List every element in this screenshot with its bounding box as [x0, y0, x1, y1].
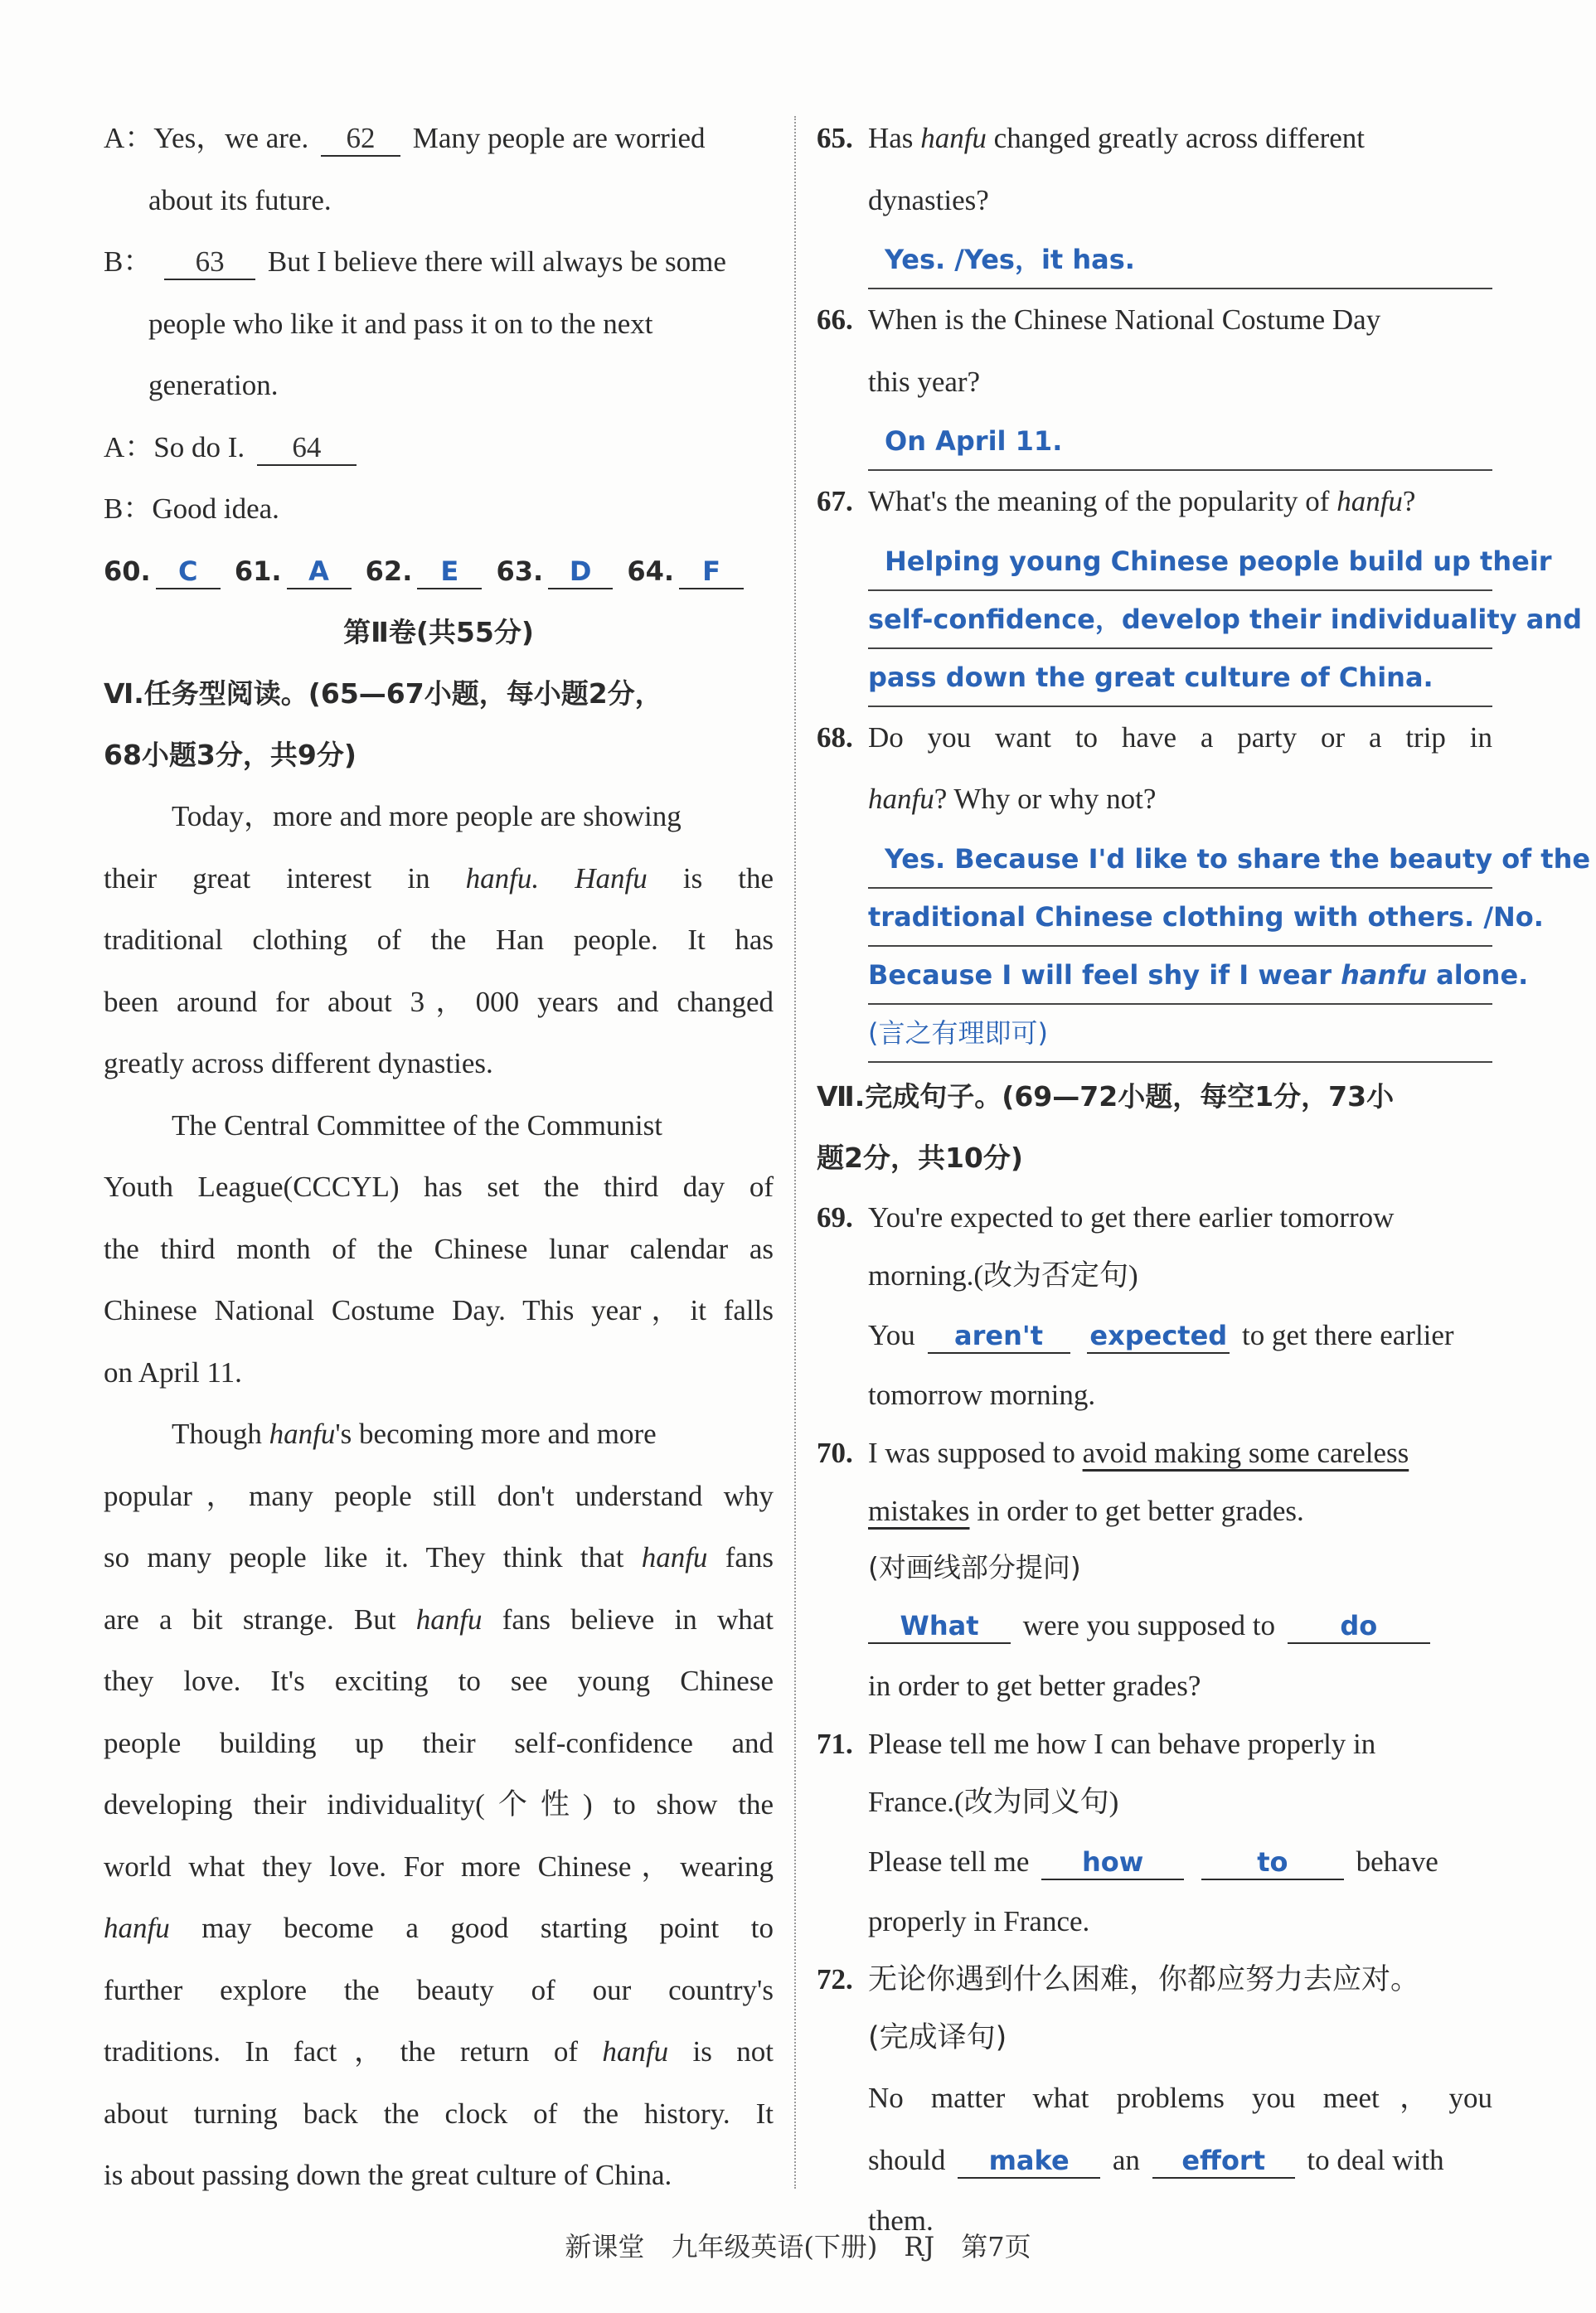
answer-64: F: [679, 555, 744, 589]
question-67: 67. What's the meaning of the popularity of hanfu? Helping young Chinese people build up their self-confidence，develop their individuality and pass down the great culture of China.: [817, 471, 1492, 707]
right-column: [817, 108, 1591, 2250]
answer-67-line-2: self-confidence，develop their individuality and: [868, 591, 1492, 649]
section-6-heading: Ⅵ.任务型阅读。(65—67小题，每小题2分，: [104, 677, 662, 710]
dialogue-line: about its future.: [148, 183, 332, 216]
underlined-phrase: mistakes: [868, 1495, 970, 1527]
section-6-heading-cont: 68小题3分，共9分): [104, 739, 357, 771]
question-68: 68. Do you want to have a party or a trip in hanfu? Why or why not? Yes. Because I'd like to share the beauty of the traditional Chinese clothing with others. /No. Because I will feel shy if I wear hanfu alone. (言之有理即可): [817, 707, 1492, 1063]
section-7-heading: Ⅶ.完成句子。(69—72小题，每空1分，73小: [817, 1079, 1395, 1113]
dialogue-line: B：Good idea.: [104, 492, 279, 525]
page-footer: 新课堂 九年级英语(下册) RJ 第7页: [565, 2231, 1031, 2262]
answer-67-line-3: pass down the great culture of China.: [868, 649, 1492, 707]
question-66: 66. When is the Chinese National Costume Day this year? On April 11.: [817, 289, 1492, 471]
blank-69-2: expected: [1087, 1319, 1230, 1354]
column-divider: [794, 116, 796, 2189]
passage-paragraph-2: The Central Committee of the Communist Youth League(CCCYL) has set the third day of the third month of the Chinese lunar calendar as Chinese National Costume Day. This year，it falls on April 11.: [104, 1108, 774, 1389]
blank-69-1: aren't: [928, 1319, 1070, 1354]
blank-71-2: to: [1201, 1845, 1344, 1880]
underlined-phrase: avoid making some careless: [1082, 1437, 1409, 1469]
answer-68-line-4: (言之有理即可): [868, 1005, 1492, 1063]
blank-63: 63: [164, 245, 255, 280]
blank-72-1: make: [958, 2144, 1100, 2179]
answers-row: 60. C 61. A 62. E 63. D 64. F: [104, 541, 774, 603]
blank-70-1: What: [868, 1609, 1011, 1644]
blank-64: 64: [257, 431, 357, 466]
question-71: 71. Please tell me how I can behave properly in France.(改为同义句) Please tell me how to behave properly in France.: [817, 1727, 1438, 1937]
answer-67-line-1: Helping young Chinese people build up their: [868, 533, 1492, 591]
answer-65: Yes. /Yes，it has.: [868, 231, 1492, 289]
answer-66: On April 11.: [868, 413, 1492, 471]
blank-70-2: do: [1288, 1609, 1430, 1644]
dialogue-line: B： 63 But I believe there will always be some: [104, 231, 774, 293]
question-70: 70. I was supposed to avoid making some careless mistakes in order to get better grades. (对画线部分提问) What were you supposed to do in order to get better grades?: [817, 1424, 1492, 1715]
dialogue-line: people who like it and pass it on to the next: [148, 307, 653, 340]
answer-68-line-3: Because I will feel shy if I wear hanfu alone.: [868, 947, 1492, 1005]
answer-61: A: [287, 555, 352, 589]
left-column: [104, 108, 774, 2207]
answer-63: D: [548, 555, 613, 589]
answer-60: C: [156, 555, 221, 589]
blank-72-2: effort: [1152, 2144, 1295, 2179]
dialogue-line: A：So do I. 64: [104, 417, 774, 479]
question-65: 65. Has hanfu changed greatly across different dynasties? Yes. /Yes，it has.: [817, 108, 1492, 289]
dialogue-line: generation.: [148, 369, 279, 401]
dialogue-line: A：Yes，we are. 62 Many people are worried: [104, 108, 774, 170]
blank-62: 62: [321, 122, 400, 157]
answer-68-line-2: traditional Chinese clothing with others. /No.: [868, 889, 1492, 947]
part-title: 第Ⅱ卷(共55分): [343, 616, 534, 648]
answer-68-line-1: Yes. Because I'd like to share the beauty of the: [868, 831, 1492, 889]
answer-62: E: [417, 555, 482, 589]
section-7-heading-cont: 题2分，共10分): [817, 1141, 1023, 1174]
blank-71-1: how: [1041, 1845, 1184, 1880]
passage-paragraph-3: Though hanfu's becoming more and more popular，many people still don't understand why so many people like it. They think that hanfu fans are a bit strange. But hanfu fans believe in what they love. It's exciting to see young Chinese people building up their self-confidence and developing their individuality(个性) to show the world what they love. For more Chinese，wearing hanfu may become a good starting point to further explore the beauty of our country's traditions. In fact，the return of hanfu is not about turning back the clock of the history. It is about passing down the great culture of China.: [104, 1418, 774, 2191]
question-72: 72. 无论你遇到什么困难，你都应努力去应对。 (完成译句) No matter what problems you meet，you should make an effort to deal with them.: [817, 1963, 1492, 2237]
question-69: 69. You're expected to get there earlier tomorrow morning.(改为否定句) You aren't expected to get there earlier tomorrow morning.: [817, 1200, 1454, 1411]
passage-paragraph-1: Today，more and more people are showing their great interest in hanfu. Hanfu is the traditional clothing of the Han people. It has been around for about 3，000 years and changed greatly across different dynasties.: [104, 800, 774, 1079]
